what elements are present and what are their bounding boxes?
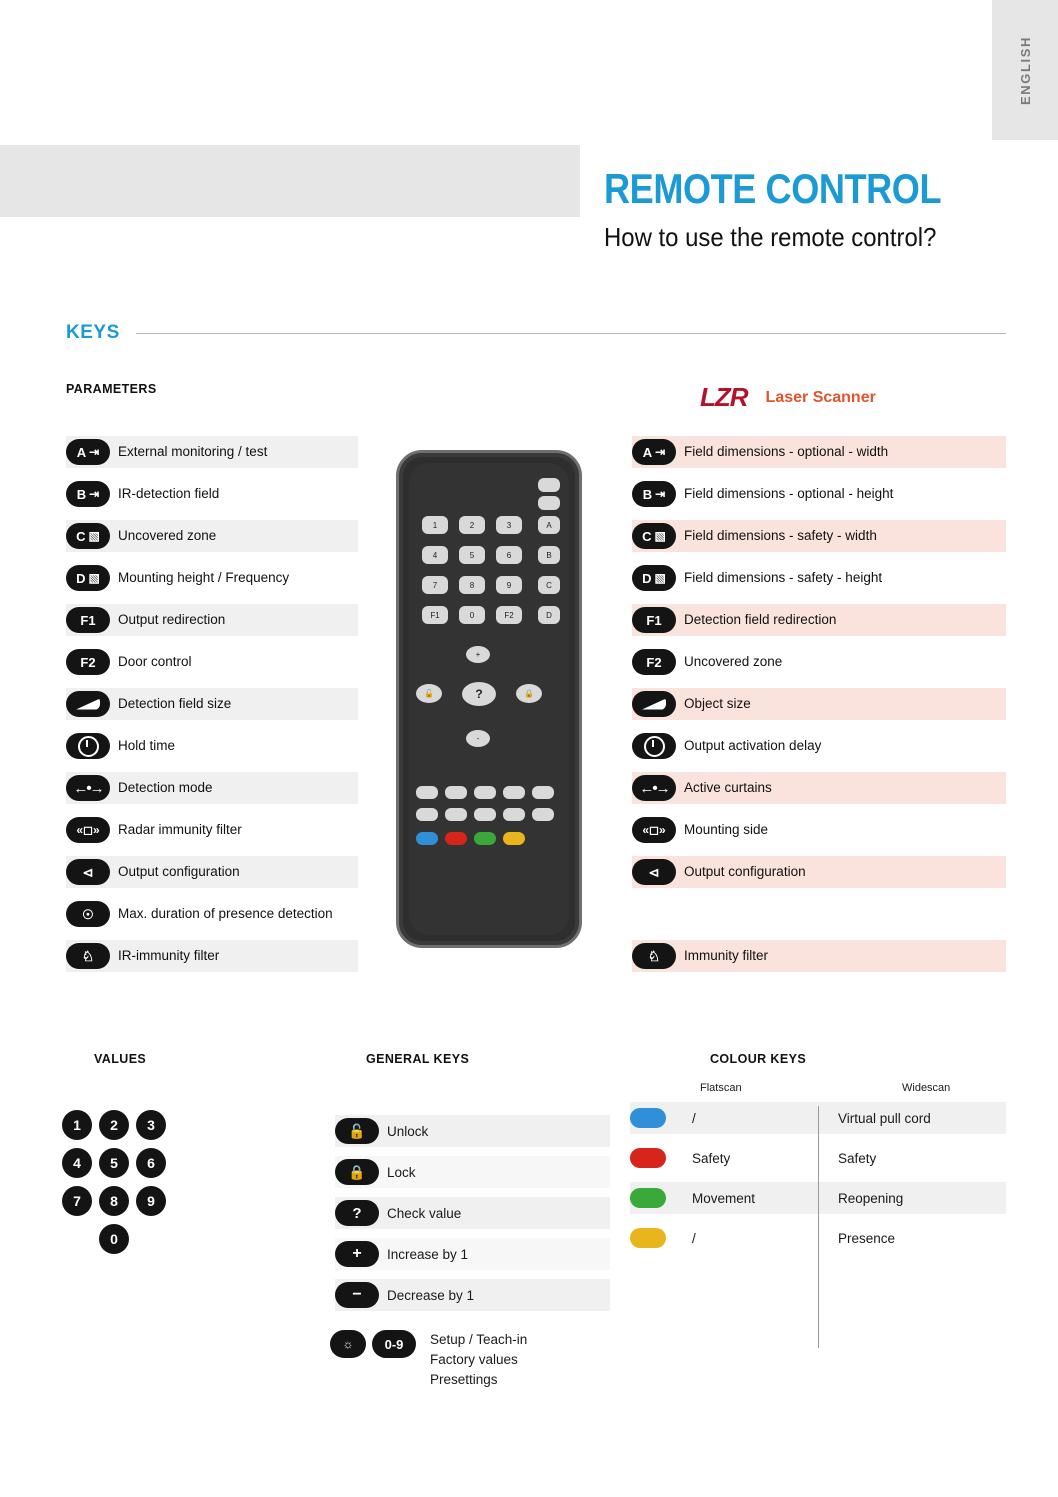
remote-side-key-C: C <box>538 576 560 594</box>
remote-function-key <box>445 764 467 777</box>
key-badge <box>632 859 676 885</box>
list-item-label: Active curtains <box>684 780 772 796</box>
value-key: 4 <box>62 1148 92 1178</box>
remote-minus-key: - <box>466 730 490 747</box>
lzr-logo: LZR <box>700 382 748 412</box>
list-item-label: IR-immunity filter <box>118 948 220 964</box>
list-item <box>66 478 358 510</box>
general-key-label: Lock <box>387 1164 416 1180</box>
list-item-label: Max. duration of presence detection <box>118 906 333 922</box>
wedge-icon <box>76 699 100 710</box>
list-item-label: Object size <box>684 696 751 712</box>
key-symbol: ⇥ <box>89 487 100 501</box>
remote-top-key <box>538 478 560 492</box>
value-key: 8 <box>99 1186 129 1216</box>
values-grid <box>62 1110 262 1262</box>
wedge-icon <box>642 699 666 710</box>
key-badge <box>632 439 676 465</box>
output-config-icon: ⊲ <box>648 864 660 880</box>
list-item-label: Output configuration <box>684 864 806 880</box>
remote-function-key <box>532 808 554 821</box>
remote-key-7: 7 <box>422 576 448 594</box>
flatscan-value: Movement <box>692 1190 756 1206</box>
list-item-label: Output configuration <box>118 864 240 880</box>
key-badge <box>66 439 110 465</box>
flatscan-value: Safety <box>692 1150 731 1166</box>
key-symbol: ▧ <box>88 529 100 543</box>
value-row <box>62 1224 262 1254</box>
list-item <box>632 520 1006 552</box>
clock-icon <box>644 736 665 757</box>
question-icon: ? <box>352 1204 362 1222</box>
list-item <box>632 856 1006 888</box>
key-badge <box>632 817 676 843</box>
colour-button-swatch <box>630 1188 666 1208</box>
remote-function-key <box>532 786 554 799</box>
remote-key-1: 1 <box>422 516 448 534</box>
plus-icon: + <box>352 1245 362 1262</box>
remote-plus-key: + <box>466 646 490 663</box>
laser-scanner-label: Laser Scanner <box>765 388 876 406</box>
list-item-label: Door control <box>118 654 192 670</box>
key-badge <box>632 691 676 717</box>
key-letter: F1 <box>646 612 662 628</box>
remote-function-key <box>445 786 467 799</box>
remote-key-6: 6 <box>496 546 522 564</box>
list-item <box>632 940 1006 972</box>
laser-list <box>632 436 1006 982</box>
flatscan-value: / <box>692 1230 696 1246</box>
remote-function-key <box>445 808 467 821</box>
value-key: 7 <box>62 1186 92 1216</box>
section-keys-header <box>66 322 1006 344</box>
key-letter: F1 <box>80 612 96 628</box>
page-title: REMOTE CONTROL <box>604 165 942 212</box>
values-label: VALUES <box>94 1052 147 1066</box>
list-item-label: Detection mode <box>118 780 213 796</box>
list-item-label: Field dimensions - safety - height <box>684 570 883 586</box>
detection-mode-icon: ←•→ <box>639 779 669 797</box>
remote-key-3: 3 <box>496 516 522 534</box>
general-key-item <box>335 1279 610 1311</box>
value-key: 3 <box>136 1110 166 1140</box>
list-item <box>66 604 358 636</box>
remote-side-key-B: B <box>538 546 560 564</box>
key-badge <box>66 649 110 675</box>
remote-function-key <box>474 808 496 821</box>
list-item <box>632 898 1006 930</box>
parameters-list <box>66 436 358 982</box>
radar-icon: «◻» <box>76 823 100 837</box>
remote-key-4: 4 <box>422 546 448 564</box>
key-letter: F2 <box>646 654 662 670</box>
section-divider <box>136 333 1006 334</box>
laser-scanner-header <box>700 382 876 413</box>
value-row <box>62 1186 262 1216</box>
radar-icon: «◻» <box>642 823 666 837</box>
remote-colour-key <box>474 832 496 845</box>
general-keys-list <box>335 1115 610 1320</box>
list-item <box>66 646 358 678</box>
remote-side-key-D: D <box>538 606 560 624</box>
key-letter: A <box>642 444 653 460</box>
colour-keys-table <box>630 1082 1006 1262</box>
list-item-label: Detection field size <box>118 696 232 712</box>
list-item-label: Hold time <box>118 738 176 754</box>
setup-teachin-row <box>330 1330 527 1390</box>
setup-line-2: Factory values <box>430 1352 518 1367</box>
digits-badge: 0-9 <box>372 1330 416 1358</box>
key-badge <box>632 733 676 759</box>
remote-function-key <box>416 808 438 821</box>
value-row <box>62 1110 262 1140</box>
general-key-item <box>335 1156 610 1188</box>
list-item <box>66 898 358 930</box>
key-badge <box>632 943 676 969</box>
key-letter: C <box>76 528 86 544</box>
value-key: 9 <box>136 1186 166 1216</box>
list-item <box>632 562 1006 594</box>
remote-key-F2: F2 <box>496 606 522 624</box>
remote-key-9: 9 <box>496 576 522 594</box>
key-badge <box>632 775 676 801</box>
key-symbol: ▧ <box>88 571 100 585</box>
colour-button-swatch <box>630 1108 666 1128</box>
key-badge <box>66 775 110 801</box>
list-item <box>66 436 358 468</box>
list-item-label: Output activation delay <box>684 738 822 754</box>
list-item <box>632 478 1006 510</box>
key-badge <box>66 523 110 549</box>
key-letter: D <box>76 570 86 586</box>
plus-icon <box>335 1241 379 1267</box>
remote-key-0: 0 <box>459 606 485 624</box>
general-key-label: Check value <box>387 1205 462 1221</box>
key-badge <box>66 607 110 633</box>
general-key-label: Decrease by 1 <box>387 1287 475 1303</box>
key-symbol: ⇥ <box>655 445 666 459</box>
colour-button-swatch <box>630 1148 666 1168</box>
immunity-filter-icon: ♘ <box>81 948 95 964</box>
key-badge <box>66 817 110 843</box>
remote-top-key <box>538 496 560 510</box>
remote-colour-key <box>416 832 438 845</box>
remote-function-key <box>503 764 525 777</box>
general-key-label: Unlock <box>387 1123 429 1139</box>
key-symbol: ⇥ <box>655 487 666 501</box>
setup-line-1: Setup / Teach-in <box>430 1332 528 1347</box>
value-key: 2 <box>99 1110 129 1140</box>
list-item <box>632 604 1006 636</box>
page-title-block <box>604 165 1024 252</box>
remote-function-key <box>532 764 554 777</box>
remote-unlock-key: 🔓 <box>416 684 442 703</box>
widescan-value: Reopening <box>838 1190 904 1206</box>
question-icon <box>335 1200 379 1226</box>
remote-side-key-A: A <box>538 516 560 534</box>
key-badge <box>632 523 676 549</box>
key-badge <box>66 481 110 507</box>
unlock-icon: 🔓 <box>348 1123 366 1139</box>
language-tab <box>992 0 1058 140</box>
general-key-item <box>335 1238 610 1270</box>
value-key: 5 <box>99 1148 129 1178</box>
key-letter: B <box>76 486 87 502</box>
list-item <box>632 772 1006 804</box>
value-key: 6 <box>136 1148 166 1178</box>
remote-key-5: 5 <box>459 546 485 564</box>
colour-keys-divider <box>818 1106 819 1348</box>
unlock-icon <box>335 1118 379 1144</box>
lock-icon <box>335 1159 379 1185</box>
key-letter: B <box>642 486 653 502</box>
remote-function-key <box>503 808 525 821</box>
key-badge <box>66 859 110 885</box>
colour-button-swatch <box>630 1228 666 1248</box>
list-item <box>66 562 358 594</box>
col-header-flatscan: Flatscan <box>700 1082 742 1094</box>
minus-icon <box>335 1282 379 1308</box>
key-badge <box>632 481 676 507</box>
list-item-label: Output redirection <box>118 612 226 628</box>
general-key-label: Increase by 1 <box>387 1246 469 1262</box>
list-item-label: Immunity filter <box>684 948 769 964</box>
list-item <box>66 814 358 846</box>
key-badge <box>66 733 110 759</box>
output-config-icon: ⊲ <box>82 864 94 880</box>
key-badge <box>632 565 676 591</box>
key-letter: D <box>642 570 652 586</box>
key-letter: F2 <box>80 654 96 670</box>
list-item-label: Field dimensions - optional - width <box>684 444 889 460</box>
list-item-label: Uncovered zone <box>118 528 217 544</box>
remote-control-illustration <box>396 450 582 948</box>
clock-icon <box>78 736 99 757</box>
section-keys-label: KEYS <box>66 322 120 343</box>
general-keys-label: GENERAL KEYS <box>366 1052 470 1066</box>
list-item <box>66 772 358 804</box>
general-key-item <box>335 1115 610 1147</box>
setup-icon: ☼ <box>330 1330 366 1358</box>
remote-colour-key <box>503 832 525 845</box>
list-item-label: Field dimensions - safety - width <box>684 528 877 544</box>
value-key: 1 <box>62 1110 92 1140</box>
key-symbol: ⇥ <box>89 445 100 459</box>
list-item-label: External monitoring / test <box>118 444 268 460</box>
list-item <box>632 646 1006 678</box>
remote-function-key <box>503 786 525 799</box>
setup-text <box>430 1330 527 1390</box>
key-symbol: ▧ <box>654 529 666 543</box>
remote-key-F1: F1 <box>422 606 448 624</box>
list-item <box>632 730 1006 762</box>
key-badge <box>632 607 676 633</box>
list-item <box>632 688 1006 720</box>
colour-keys-header <box>630 1082 1006 1094</box>
key-badge <box>632 649 676 675</box>
key-letter: C <box>642 528 652 544</box>
remote-function-key <box>474 786 496 799</box>
list-item-label: Field dimensions - optional - height <box>684 486 894 502</box>
list-item-label: Uncovered zone <box>684 654 783 670</box>
list-item <box>66 856 358 888</box>
remote-lock-key: 🔒 <box>516 684 542 703</box>
key-badge <box>66 901 110 927</box>
detection-mode-icon: ←•→ <box>73 779 103 797</box>
list-item-label: Detection field redirection <box>684 612 837 628</box>
remote-function-key <box>474 764 496 777</box>
lock-icon: 🔒 <box>348 1164 366 1180</box>
list-item <box>66 688 358 720</box>
flatscan-value: / <box>692 1110 696 1126</box>
remote-key-2: 2 <box>459 516 485 534</box>
list-item-label: Mounting side <box>684 822 769 838</box>
remote-key-8: 8 <box>459 576 485 594</box>
key-badge <box>66 565 110 591</box>
list-item-label: Radar immunity filter <box>118 822 242 838</box>
remote-function-key <box>416 764 438 777</box>
list-item <box>632 814 1006 846</box>
presence-duration-icon: ☉ <box>82 906 94 922</box>
remote-check-key: ? <box>462 682 496 706</box>
remote-colour-key <box>445 832 467 845</box>
widescan-value: Safety <box>838 1150 877 1166</box>
immunity-filter-icon: ♘ <box>647 948 661 964</box>
widescan-value: Presence <box>838 1230 896 1246</box>
list-item <box>632 436 1006 468</box>
key-badge <box>66 943 110 969</box>
key-letter: A <box>76 444 87 460</box>
value-row <box>62 1148 262 1178</box>
general-key-item <box>335 1197 610 1229</box>
col-header-widescan: Widescan <box>902 1082 951 1094</box>
remote-function-key <box>416 786 438 799</box>
list-item <box>66 520 358 552</box>
key-symbol: ▧ <box>654 571 666 585</box>
widescan-value: Virtual pull cord <box>838 1110 931 1126</box>
parameters-column-label: PARAMETERS <box>66 382 157 396</box>
list-item <box>66 730 358 762</box>
minus-icon: − <box>352 1286 362 1303</box>
key-badge <box>66 691 110 717</box>
list-item-label: Mounting height / Frequency <box>118 570 290 586</box>
colour-keys-label: COLOUR KEYS <box>710 1052 807 1066</box>
value-key: 0 <box>99 1224 129 1254</box>
setup-line-3: Presettings <box>430 1372 498 1387</box>
page-subtitle: How to use the remote control? <box>604 222 937 252</box>
language-tab-label: ENGLISH <box>1017 35 1033 105</box>
header-grey-band <box>0 145 580 217</box>
list-item-label: IR-detection field <box>118 486 220 502</box>
list-item <box>66 940 358 972</box>
